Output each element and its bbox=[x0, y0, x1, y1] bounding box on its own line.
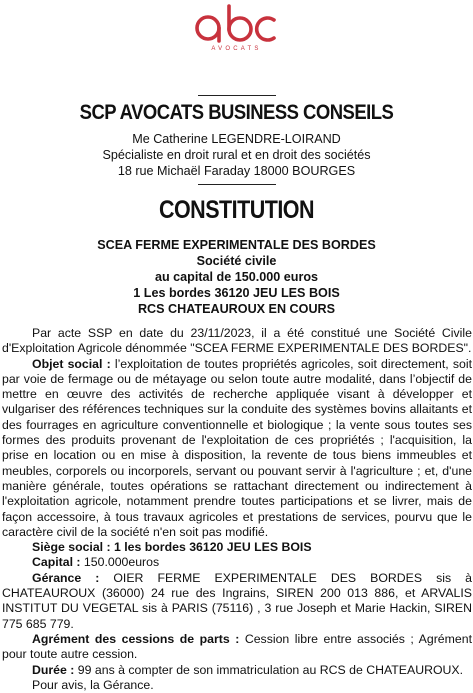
abc-avocats-logo bbox=[0, 0, 473, 64]
capital-label: Capital : bbox=[32, 555, 81, 570]
firm-address: 18 rue Michaël Faraday 18000 BOURGES bbox=[117, 164, 356, 178]
company-form: Société civile bbox=[196, 254, 277, 268]
capital-paragraph bbox=[2, 555, 472, 570]
siege-paragraph: Siège social : 1 les bordes 36120 JEU LES BOIS bbox=[32, 540, 312, 555]
company-capital: au capital de 150.000 euros bbox=[154, 270, 319, 284]
lawyer-speciality: Spécialiste en droit rural et en droit des sociétés bbox=[102, 148, 371, 162]
logo-subtitle: AVOCATS bbox=[211, 46, 262, 52]
gerance-text: OIER FERME EXPERIMENTALE DES BORDES sis à CHATEAUROUX (36000) 24 rue des Ingrains, SIREN 200 013 886, et ARVALIS INSTITUT DU VEGETAL sis à PARIS (75116) , 3 rue Joseph et Marie Hackin, SIREN 775 685 779. bbox=[2, 570, 472, 631]
gerance-paragraph bbox=[2, 571, 472, 632]
intro-paragraph: Par acte SSP en date du 23/11/2023, il a été constitué une Société Civile d'Exploitation Agricole dénommée "SCEA FERME EXPERIMENTALE DES BORDES". bbox=[2, 326, 472, 356]
company-rcs: RCS CHATEAUROUX EN COURS bbox=[137, 302, 336, 316]
lawyer-name: Me Catherine LEGENDRE-LOIRAND bbox=[132, 132, 341, 146]
gerance-label: Gérance : bbox=[32, 570, 100, 585]
company-block bbox=[0, 237, 473, 317]
notice-body bbox=[2, 326, 472, 693]
objet-label: Objet social : bbox=[32, 356, 111, 371]
divider-middle bbox=[198, 184, 276, 185]
objet-paragraph bbox=[2, 357, 472, 541]
divider-top bbox=[198, 95, 276, 96]
agrement-paragraph bbox=[2, 632, 472, 663]
company-name: SCEA FERME EXPERIMENTALE DES BORDES bbox=[97, 238, 376, 252]
duree-label: Durée : bbox=[32, 662, 75, 677]
abc-logo-mark bbox=[186, 2, 286, 46]
duree-paragraph bbox=[2, 663, 472, 678]
duree-text: 99 ans à compter de son immatriculation au RCS de CHATEAUROUX. bbox=[74, 662, 464, 677]
objet-text: l’exploitation de toutes propriétés agricoles, soit directement, soit par voie de fermage ou de métayage ou selon toute autre modalité, dans l’objectif de mettre en œuvre des activités de recherche appliquée visant à développer et vulgariser des références techniques sur la conduite des systèmes bovins allaitants et des fourrages en agriculture conventionnelle et biologique ; la vente sous toutes ses formes des produits provenant de l'exploitation de ces propriétés ; l'acquisition, la prise en location ou en mise à disposition, la revente de tous biens immeubles et meubles, corporels ou incorporels, servant ou pouvant servir à l'agriculture ; et, d'une manière générale, toutes opérations se rattachant directement ou indirectement à l'exploitation agricole, notamment prendre toutes participations et se livrer, mais de façon accessoire, à tous travaux agricoles et prestations de services, pourvu que le caractère civil de la société n'en soit pas modifié. bbox=[2, 356, 472, 539]
firm-name: SCP AVOCATS BUSINESS CONSEILS bbox=[79, 101, 394, 124]
notice-title: CONSTITUTION bbox=[158, 196, 315, 224]
company-address: 1 Les bordes 36120 JEU LES BOIS bbox=[133, 286, 340, 300]
capital-text: 150.000euros bbox=[80, 555, 160, 570]
closing-line: Pour avis, la Gérance. bbox=[32, 677, 154, 692]
agrement-label: Agrément des cessions de parts : bbox=[32, 631, 240, 646]
agrement-text: Cession libre entre associés ; Agrément pour toute autre cession. bbox=[2, 631, 472, 662]
